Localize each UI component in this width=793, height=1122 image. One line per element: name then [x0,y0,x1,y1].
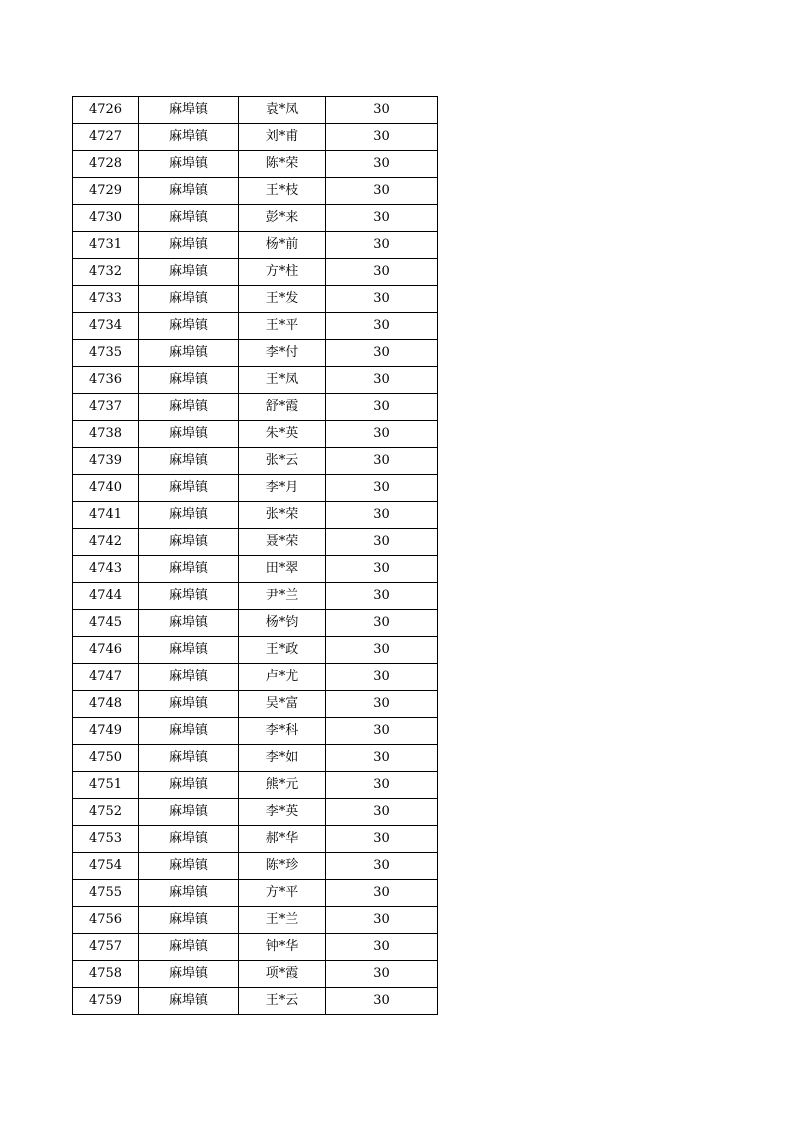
town-cell: 麻埠镇 [139,151,239,178]
name-cell: 王*政 [239,637,326,664]
amount-cell: 30 [326,259,438,286]
roster-table-body [73,97,438,1015]
amount-cell: 30 [326,826,438,853]
town-cell: 麻埠镇 [139,178,239,205]
row-number-cell: 4735 [73,340,139,367]
town-cell: 麻埠镇 [139,772,239,799]
name-cell: 彭*来 [239,205,326,232]
row-number-cell: 4729 [73,178,139,205]
amount-cell: 30 [326,421,438,448]
town-cell: 麻埠镇 [139,529,239,556]
table-row [73,772,438,799]
row-number-cell: 4734 [73,313,139,340]
town-cell: 麻埠镇 [139,232,239,259]
amount-cell: 30 [326,151,438,178]
row-number-cell: 4742 [73,529,139,556]
row-number-cell: 4743 [73,556,139,583]
table-row [73,124,438,151]
name-cell: 王*凤 [239,367,326,394]
row-number-cell: 4733 [73,286,139,313]
name-cell: 李*付 [239,340,326,367]
amount-cell: 30 [326,718,438,745]
amount-cell: 30 [326,664,438,691]
town-cell: 麻埠镇 [139,502,239,529]
town-cell: 麻埠镇 [139,664,239,691]
town-cell: 麻埠镇 [139,394,239,421]
name-cell: 钟*华 [239,934,326,961]
amount-cell: 30 [326,286,438,313]
name-cell: 熊*元 [239,772,326,799]
table-row [73,178,438,205]
town-cell: 麻埠镇 [139,97,239,124]
row-number-cell: 4730 [73,205,139,232]
town-cell: 麻埠镇 [139,367,239,394]
table-row [73,988,438,1015]
town-cell: 麻埠镇 [139,637,239,664]
amount-cell: 30 [326,232,438,259]
table-row [73,502,438,529]
row-number-cell: 4753 [73,826,139,853]
name-cell: 李*月 [239,475,326,502]
name-cell: 卢*尤 [239,664,326,691]
name-cell: 王*枝 [239,178,326,205]
row-number-cell: 4731 [73,232,139,259]
row-number-cell: 4732 [73,259,139,286]
row-number-cell: 4727 [73,124,139,151]
table-row [73,394,438,421]
row-number-cell: 4740 [73,475,139,502]
town-cell: 麻埠镇 [139,691,239,718]
table-row [73,637,438,664]
name-cell: 王*兰 [239,907,326,934]
name-cell: 项*霞 [239,961,326,988]
amount-cell: 30 [326,313,438,340]
row-number-cell: 4748 [73,691,139,718]
table-row [73,826,438,853]
amount-cell: 30 [326,988,438,1015]
row-number-cell: 4744 [73,583,139,610]
table-row [73,583,438,610]
amount-cell: 30 [326,394,438,421]
town-cell: 麻埠镇 [139,934,239,961]
amount-cell: 30 [326,610,438,637]
amount-cell: 30 [326,367,438,394]
town-cell: 麻埠镇 [139,205,239,232]
town-cell: 麻埠镇 [139,556,239,583]
row-number-cell: 4737 [73,394,139,421]
row-number-cell: 4738 [73,421,139,448]
name-cell: 王*平 [239,313,326,340]
row-number-cell: 4758 [73,961,139,988]
table-row [73,718,438,745]
town-cell: 麻埠镇 [139,826,239,853]
name-cell: 张*荣 [239,502,326,529]
row-number-cell: 4751 [73,772,139,799]
row-number-cell: 4757 [73,934,139,961]
table-row [73,259,438,286]
table-row [73,961,438,988]
row-number-cell: 4739 [73,448,139,475]
town-cell: 麻埠镇 [139,259,239,286]
name-cell: 朱*英 [239,421,326,448]
name-cell: 李*英 [239,799,326,826]
row-number-cell: 4728 [73,151,139,178]
town-cell: 麻埠镇 [139,286,239,313]
table-row [73,340,438,367]
amount-cell: 30 [326,529,438,556]
table-row [73,745,438,772]
town-cell: 麻埠镇 [139,907,239,934]
amount-cell: 30 [326,853,438,880]
table-row [73,529,438,556]
row-number-cell: 4755 [73,880,139,907]
row-number-cell: 4759 [73,988,139,1015]
amount-cell: 30 [326,745,438,772]
row-number-cell: 4747 [73,664,139,691]
row-number-cell: 4754 [73,853,139,880]
name-cell: 李*如 [239,745,326,772]
name-cell: 杨*钧 [239,610,326,637]
name-cell: 王*云 [239,988,326,1015]
row-number-cell: 4756 [73,907,139,934]
name-cell: 郝*华 [239,826,326,853]
name-cell: 王*发 [239,286,326,313]
name-cell: 吴*富 [239,691,326,718]
town-cell: 麻埠镇 [139,961,239,988]
table-row [73,880,438,907]
name-cell: 方*柱 [239,259,326,286]
amount-cell: 30 [326,880,438,907]
table-row [73,691,438,718]
row-number-cell: 4736 [73,367,139,394]
table-row [73,610,438,637]
amount-cell: 30 [326,502,438,529]
amount-cell: 30 [326,178,438,205]
row-number-cell: 4752 [73,799,139,826]
name-cell: 陈*珍 [239,853,326,880]
table-row [73,556,438,583]
roster-table [72,96,438,1015]
amount-cell: 30 [326,961,438,988]
table-row [73,853,438,880]
name-cell: 李*科 [239,718,326,745]
table-row [73,286,438,313]
town-cell: 麻埠镇 [139,610,239,637]
amount-cell: 30 [326,340,438,367]
table-row [73,421,438,448]
town-cell: 麻埠镇 [139,313,239,340]
amount-cell: 30 [326,124,438,151]
row-number-cell: 4746 [73,637,139,664]
amount-cell: 30 [326,205,438,232]
amount-cell: 30 [326,556,438,583]
town-cell: 麻埠镇 [139,475,239,502]
amount-cell: 30 [326,97,438,124]
table-row [73,934,438,961]
amount-cell: 30 [326,799,438,826]
town-cell: 麻埠镇 [139,880,239,907]
town-cell: 麻埠镇 [139,124,239,151]
amount-cell: 30 [326,475,438,502]
name-cell: 聂*荣 [239,529,326,556]
table-row [73,664,438,691]
row-number-cell: 4750 [73,745,139,772]
amount-cell: 30 [326,691,438,718]
name-cell: 方*平 [239,880,326,907]
row-number-cell: 4741 [73,502,139,529]
name-cell: 陈*荣 [239,151,326,178]
table-row [73,367,438,394]
town-cell: 麻埠镇 [139,799,239,826]
table-row [73,799,438,826]
amount-cell: 30 [326,934,438,961]
town-cell: 麻埠镇 [139,988,239,1015]
town-cell: 麻埠镇 [139,718,239,745]
amount-cell: 30 [326,772,438,799]
table-row [73,205,438,232]
name-cell: 田*翠 [239,556,326,583]
town-cell: 麻埠镇 [139,421,239,448]
name-cell: 刘*甫 [239,124,326,151]
amount-cell: 30 [326,637,438,664]
row-number-cell: 4745 [73,610,139,637]
amount-cell: 30 [326,583,438,610]
table-row [73,151,438,178]
town-cell: 麻埠镇 [139,583,239,610]
table-row [73,907,438,934]
name-cell: 袁*凤 [239,97,326,124]
row-number-cell: 4726 [73,97,139,124]
town-cell: 麻埠镇 [139,448,239,475]
table-row [73,97,438,124]
town-cell: 麻埠镇 [139,745,239,772]
table-row [73,475,438,502]
name-cell: 张*云 [239,448,326,475]
row-number-cell: 4749 [73,718,139,745]
name-cell: 舒*霞 [239,394,326,421]
amount-cell: 30 [326,907,438,934]
table-row [73,232,438,259]
table-row [73,313,438,340]
name-cell: 杨*前 [239,232,326,259]
table-row [73,448,438,475]
name-cell: 尹*兰 [239,583,326,610]
town-cell: 麻埠镇 [139,853,239,880]
town-cell: 麻埠镇 [139,340,239,367]
amount-cell: 30 [326,448,438,475]
